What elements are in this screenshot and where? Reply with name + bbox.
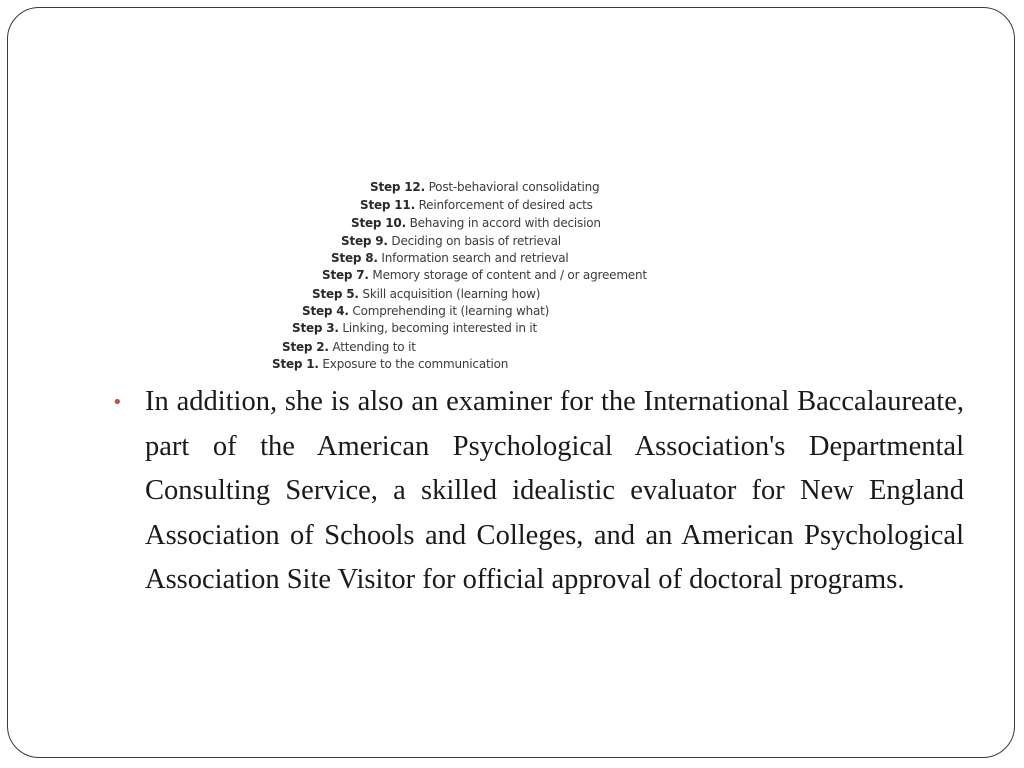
step-text: Exposure to the communication [322, 357, 509, 371]
step-label: Step 4. [302, 304, 349, 318]
step-text: Comprehending it (learning what) [352, 304, 550, 318]
step-label: Step 12. [370, 180, 425, 194]
step-label: Step 3. [292, 321, 339, 335]
step-text: Information search and retrieval [381, 251, 569, 265]
step-line [351, 216, 601, 231]
step-label: Step 10. [351, 216, 406, 230]
step-line [282, 340, 416, 355]
step-line [341, 234, 561, 249]
bullet-text: In addition, she is also an examiner for the International Baccalaureate, part of the American Psychological Association's Departmental Consulting Service, a skilled idealistic evaluator for New England Association of Schools and Colleges, and an American Psychological Association Site Visitor for official approval of doctoral programs. [145, 386, 964, 595]
step-line [292, 321, 537, 336]
step-label: Step 7. [322, 268, 369, 282]
step-label: Step 2. [282, 340, 329, 354]
step-label: Step 8. [331, 251, 378, 265]
bullet-item [112, 380, 964, 603]
step-text: Skill acquisition (learning how) [362, 287, 541, 301]
step-text: Memory storage of content and / or agreement [372, 268, 647, 282]
step-line [302, 304, 549, 319]
step-label: Step 1. [272, 357, 319, 371]
bullet-marker: • [112, 392, 123, 413]
step-text: Linking, becoming interested in it [342, 321, 538, 335]
step-line [370, 180, 599, 195]
step-line [322, 268, 647, 283]
steps-staircase-figure [260, 178, 760, 378]
step-label: Step 11. [360, 198, 415, 212]
step-text: Reinforcement of desired acts [418, 198, 593, 212]
step-label: Step 9. [341, 234, 388, 248]
step-line [272, 357, 508, 372]
step-line [360, 198, 593, 213]
step-text: Post-behavioral consolidating [428, 180, 600, 194]
step-text: Deciding on basis of retrieval [391, 234, 561, 248]
step-text: Attending to it [332, 340, 416, 354]
step-line [312, 287, 540, 302]
step-text: Behaving in accord with decision [409, 216, 601, 230]
step-label: Step 5. [312, 287, 359, 301]
step-line [331, 251, 569, 266]
